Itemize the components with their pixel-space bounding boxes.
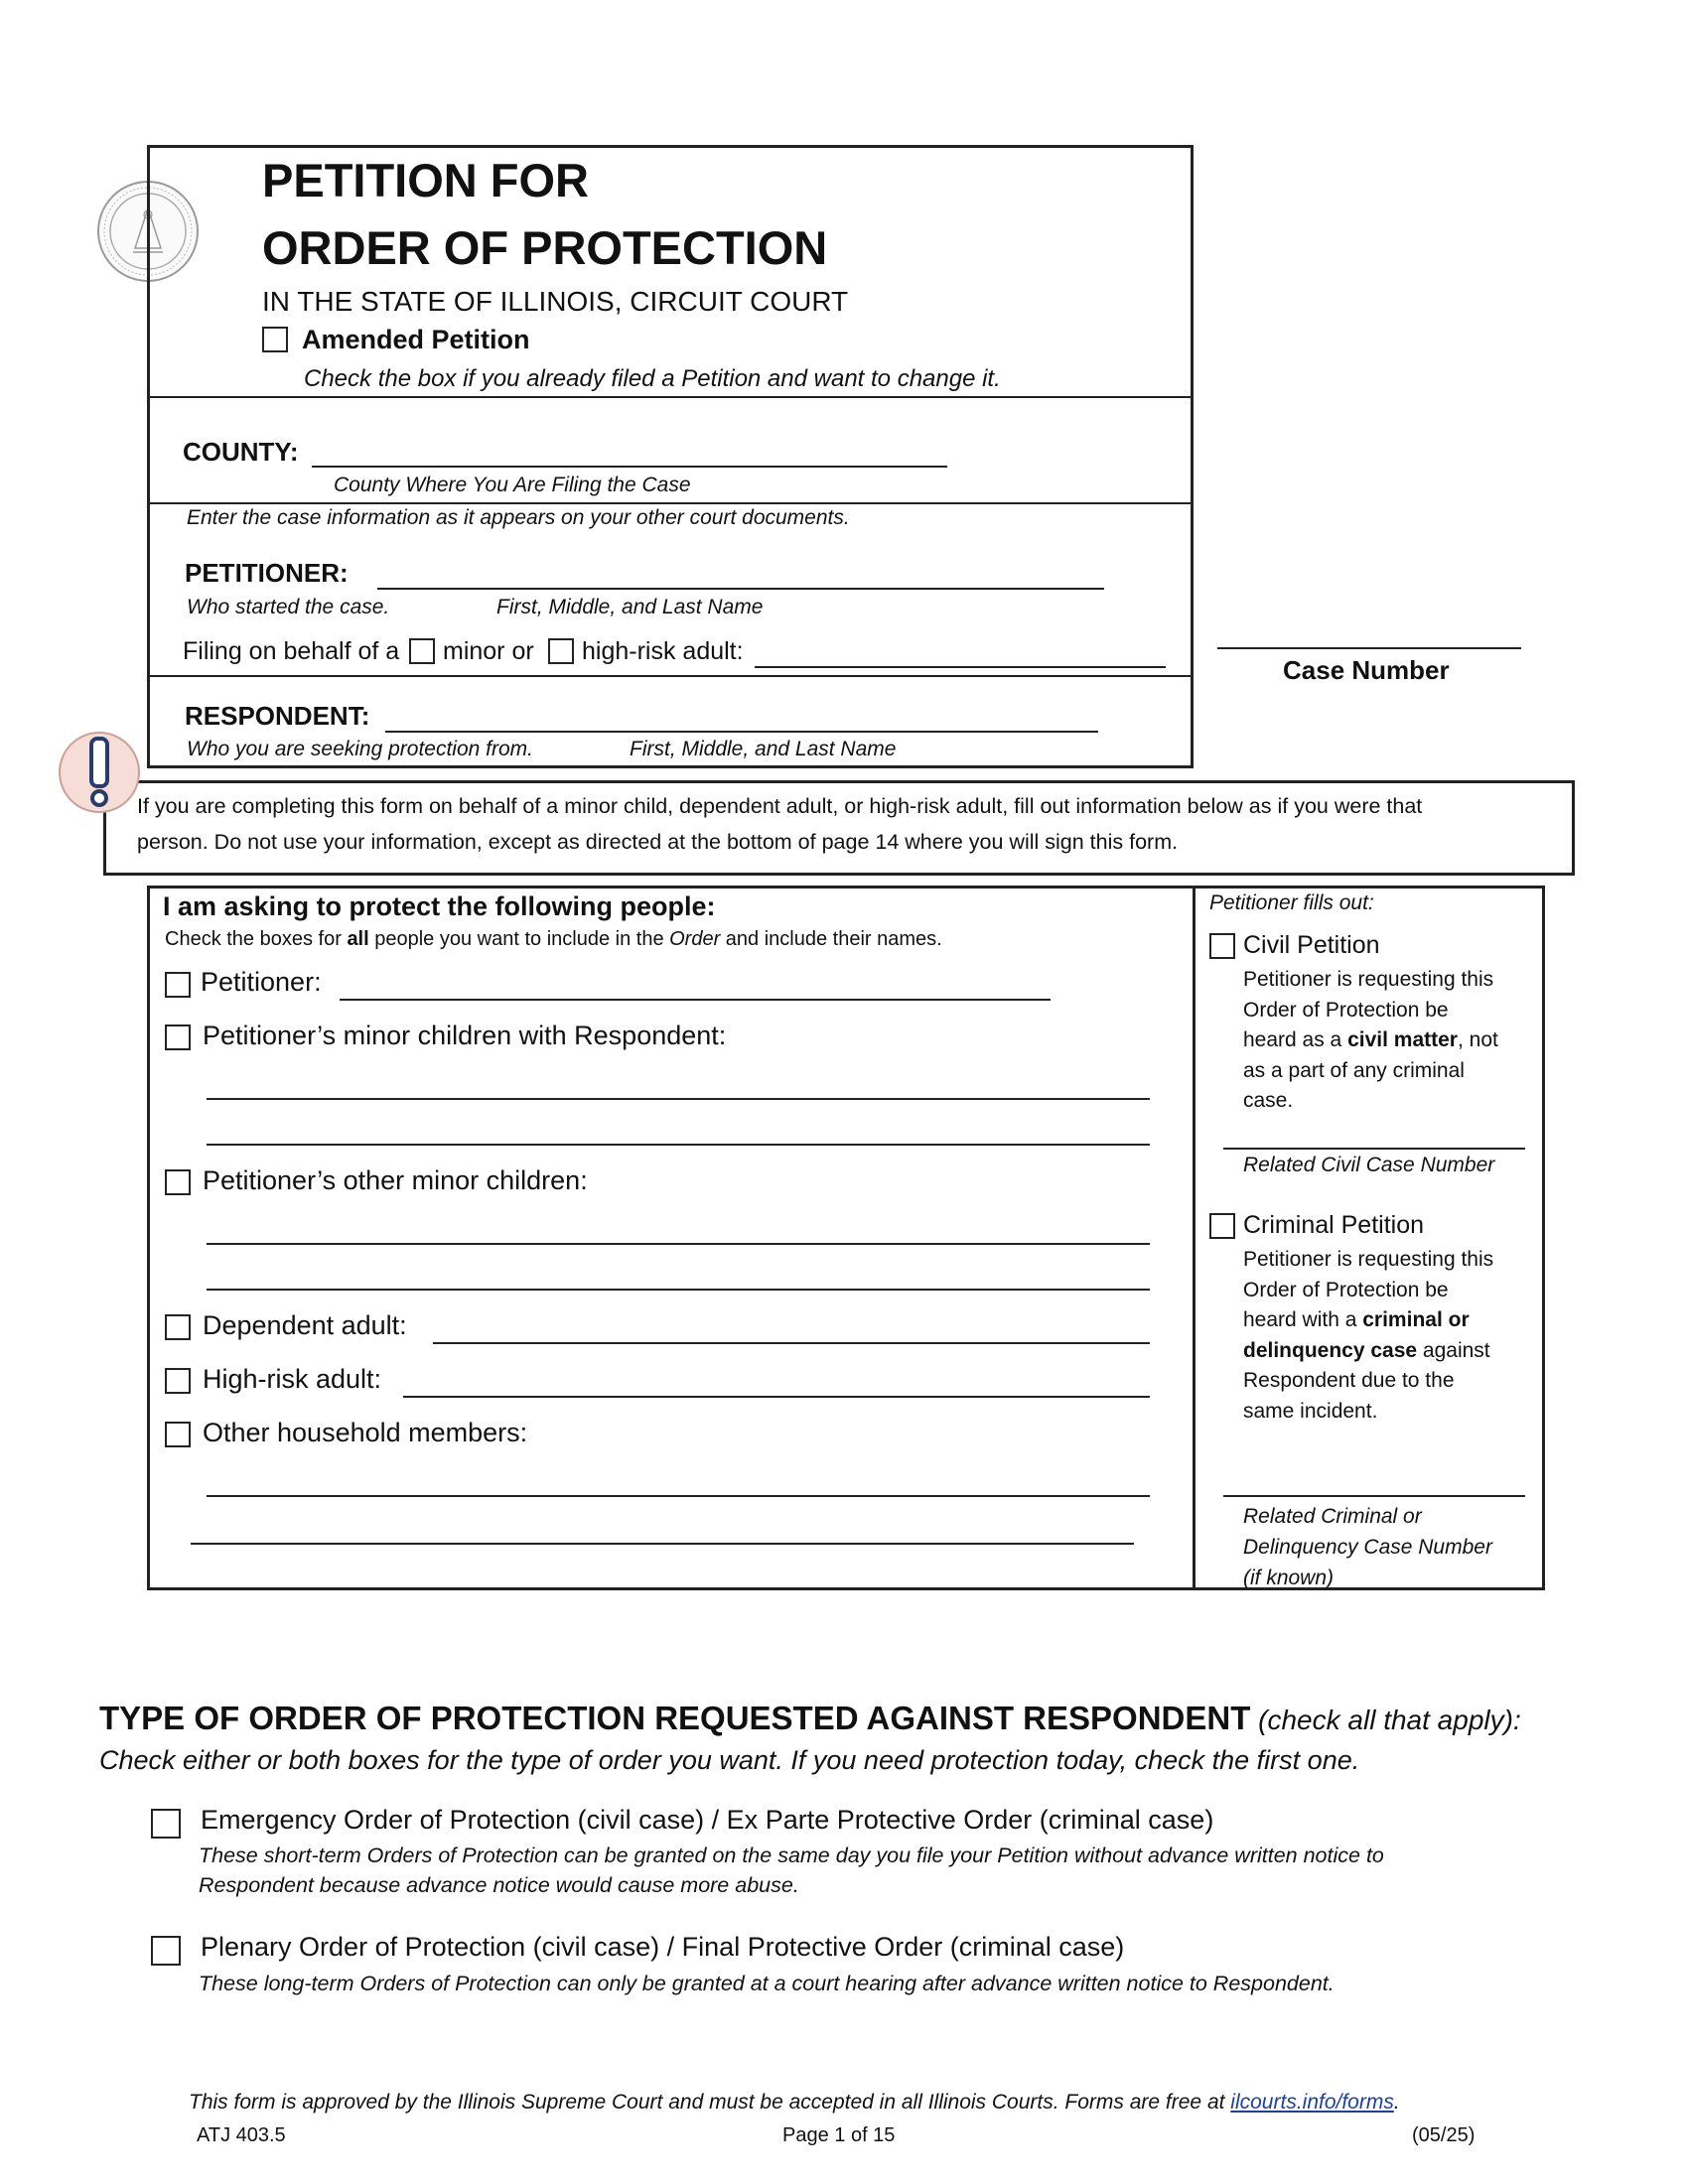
minor-children-respondent-input-1[interactable] bbox=[207, 1098, 1150, 1100]
amended-petition-checkbox[interactable] bbox=[262, 327, 288, 352]
notice-line2: person. Do not use your information, except as directed at the bottom of page 14 where you will sign this form. bbox=[137, 830, 1179, 854]
behalf-minor-checkbox[interactable] bbox=[409, 638, 435, 664]
case-number-input[interactable] bbox=[1217, 647, 1521, 649]
high-risk-adult-input[interactable] bbox=[403, 1396, 1150, 1398]
protect-dependent-adult-checkbox[interactable] bbox=[165, 1314, 191, 1340]
protect-petitioner-checkbox[interactable] bbox=[165, 972, 191, 998]
petitioner-help-left: Who started the case. bbox=[187, 596, 390, 618]
emergency-order-help-2: Respondent because advance notice would cause more abuse. bbox=[199, 1873, 799, 1897]
protect-minor-children-respondent-checkbox[interactable] bbox=[165, 1024, 191, 1050]
protect-other-minor-children-checkbox[interactable] bbox=[165, 1169, 191, 1195]
amended-petition-label: Amended Petition bbox=[302, 325, 530, 354]
case-info-instruction: Enter the case information as it appears on your other court documents. bbox=[187, 506, 850, 529]
respondent-help-right: First, Middle, and Last Name bbox=[630, 738, 897, 760]
petitioner-help-right: First, Middle, and Last Name bbox=[496, 596, 764, 618]
civil-petition-checkbox[interactable] bbox=[1209, 933, 1235, 959]
emergency-order-checkbox[interactable] bbox=[151, 1809, 181, 1839]
protect-dependent-adult-label: Dependent adult: bbox=[203, 1310, 407, 1340]
behalf-name-input[interactable] bbox=[755, 666, 1166, 668]
protect-high-risk-adult-checkbox[interactable] bbox=[165, 1368, 191, 1394]
behalf-highrisk-label: high-risk adult: bbox=[582, 637, 744, 665]
protect-petitioner-label: Petitioner: bbox=[201, 967, 322, 997]
related-civil-case-label: Related Civil Case Number bbox=[1243, 1154, 1495, 1176]
other-household-input-1[interactable] bbox=[207, 1495, 1150, 1497]
respondent-help-left: Who you are seeking protection from. bbox=[187, 738, 534, 760]
type-instruction: Check either or both boxes for the type of order you want. If you need protection today, check the first one. bbox=[99, 1745, 1360, 1775]
plenary-order-checkbox[interactable] bbox=[151, 1936, 181, 1966]
protect-other-minor-children-label: Petitioner’s other minor children: bbox=[203, 1165, 588, 1195]
protect-other-household-checkbox[interactable] bbox=[165, 1422, 191, 1447]
other-minor-children-input-2[interactable] bbox=[207, 1289, 1150, 1291]
protect-subheading: Check the boxes for all people you want to include in the Order and include their names. bbox=[165, 928, 942, 950]
plenary-order-label: Plenary Order of Protection (civil case) / Final Protective Order (criminal case) bbox=[201, 1932, 1125, 1962]
forms-link[interactable]: ilcourts.info/forms bbox=[1230, 2091, 1394, 2114]
behalf-minor-label: minor or bbox=[443, 637, 534, 665]
county-help: County Where You Are Filing the Case bbox=[334, 474, 691, 496]
other-household-input-2[interactable] bbox=[191, 1543, 1134, 1545]
page-title-line2: ORDER OF PROTECTION bbox=[262, 221, 828, 274]
protect-other-household-label: Other household members: bbox=[203, 1418, 528, 1447]
protect-high-risk-adult-label: High-risk adult: bbox=[203, 1364, 382, 1394]
behalf-prefix: Filing on behalf of a bbox=[183, 637, 400, 665]
related-criminal-case-input[interactable] bbox=[1223, 1495, 1525, 1497]
county-label: COUNTY: bbox=[183, 437, 299, 467]
amended-petition-help: Check the box if you already filed a Petition and want to change it. bbox=[304, 365, 1001, 392]
form-id: ATJ 403.5 bbox=[197, 2124, 286, 2146]
emergency-order-help-1: These short-term Orders of Protection can be granted on the same day you file your Petition without advance written notice to bbox=[199, 1843, 1384, 1867]
petitioner-name-input[interactable] bbox=[377, 588, 1104, 590]
side-heading: Petitioner fills out: bbox=[1209, 891, 1374, 914]
alert-icon bbox=[56, 729, 143, 816]
notice-line1: If you are completing this form on behalf of a minor child, dependent adult, or high-risk adult, fill out information below as if you were that bbox=[137, 794, 1423, 818]
form-date: (05/25) bbox=[1412, 2124, 1476, 2146]
protect-minor-children-respondent-label: Petitioner’s minor children with Respondent: bbox=[203, 1021, 727, 1050]
civil-petition-label: Civil Petition bbox=[1243, 931, 1380, 959]
page-title-line1: PETITION FOR bbox=[262, 154, 589, 206]
minor-children-respondent-input-2[interactable] bbox=[207, 1144, 1150, 1146]
respondent-name-input[interactable] bbox=[385, 731, 1098, 733]
protect-heading: I am asking to protect the following people: bbox=[163, 891, 716, 921]
behalf-highrisk-checkbox[interactable] bbox=[548, 638, 574, 664]
civil-petition-text: Petitioner is requesting this Order of Protection be heard as a civil matter, not as a part of any criminal case. bbox=[1243, 968, 1498, 1112]
emergency-order-label: Emergency Order of Protection (civil case) / Ex Parte Protective Order (criminal case) bbox=[201, 1805, 1214, 1835]
criminal-petition-checkbox[interactable] bbox=[1209, 1213, 1235, 1239]
related-criminal-case-label: Related Criminal or Delinquency Case Number (if known) bbox=[1243, 1505, 1492, 1589]
plenary-order-help: These long-term Orders of Protection can only be granted at a court hearing after advance written notice to Respondent. bbox=[199, 1972, 1335, 1995]
related-civil-case-input[interactable] bbox=[1223, 1148, 1525, 1150]
case-number-label: Case Number bbox=[1283, 655, 1450, 685]
court-name: IN THE STATE OF ILLINOIS, CIRCUIT COURT bbox=[262, 286, 849, 317]
other-minor-children-input-1[interactable] bbox=[207, 1243, 1150, 1245]
respondent-label: RESPONDENT: bbox=[185, 701, 370, 731]
criminal-petition-label: Criminal Petition bbox=[1243, 1211, 1425, 1239]
dependent-adult-input[interactable] bbox=[433, 1342, 1150, 1344]
criminal-petition-text: Petitioner is requesting this Order of Protection be heard with a criminal or delinquency case against Respondent due to the same incident. bbox=[1243, 1248, 1494, 1423]
type-heading: TYPE OF ORDER OF PROTECTION REQUESTED AGAINST RESPONDENT (check all that apply): bbox=[99, 1700, 1521, 1736]
protect-petitioner-input[interactable] bbox=[340, 999, 1051, 1001]
footer-approval: This form is approved by the Illinois Supreme Court and must be accepted in all Illinois Courts. Forms are free at ilcourts.info/forms. bbox=[189, 2091, 1400, 2114]
petitioner-label: PETITIONER: bbox=[185, 558, 349, 588]
county-input[interactable] bbox=[312, 466, 947, 468]
page-number: Page 1 of 15 bbox=[782, 2124, 896, 2146]
